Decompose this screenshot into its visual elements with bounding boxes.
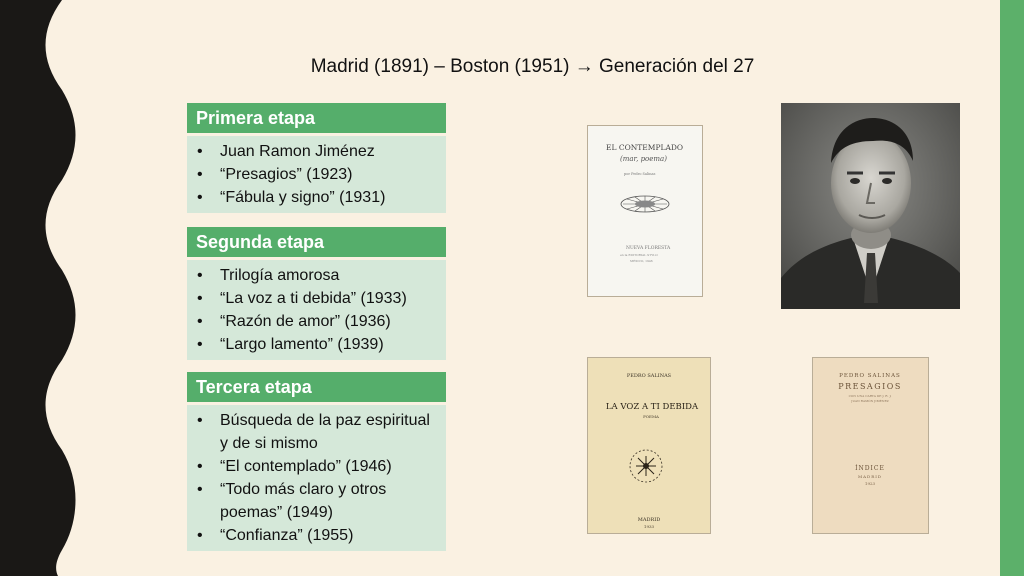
book-title: LA VOZ A TI DEBIDA <box>605 402 699 412</box>
decorative-band <box>0 0 80 576</box>
list-item: • “Confianza” (1955) <box>195 524 440 547</box>
section-heading: Primera etapa <box>187 103 446 133</box>
shell-emblem-icon <box>621 196 669 212</box>
book-city: MADRID <box>637 517 661 523</box>
author-portrait <box>781 103 960 309</box>
bullet: • <box>197 412 203 429</box>
portrait-image <box>781 103 960 309</box>
list-item: • “Largo lamento” (1939) <box>195 333 440 356</box>
book-title: PRESAGIOS <box>838 382 902 391</box>
section-segunda-etapa <box>187 227 446 360</box>
book-author: PEDRO SALINAS <box>626 373 672 379</box>
section-primera-etapa <box>187 103 446 213</box>
bullet: • <box>197 189 203 206</box>
book-subtitle: (mar, poema) <box>620 155 667 163</box>
slide-title: Madrid (1891) – Boston (1951) → Generación del 27 <box>310 56 755 77</box>
book-title: EL CONTEMPLADO <box>606 143 684 152</box>
section-tercera-etapa <box>187 372 446 551</box>
book-dedication: CON UNA CARTA DE J. R. J. <box>848 394 892 398</box>
book-year: 1923 <box>864 481 876 486</box>
list-item: • Búsqueda de la paz espiritual y de si mismo <box>195 409 440 455</box>
bullet: • <box>197 166 203 183</box>
list-item: • “Todo más claro y otros poemas” (1949) <box>195 478 440 524</box>
book-publisher: en la EDITORIAL STYLO <box>620 253 658 257</box>
list-item: • “Presagios” (1923) <box>195 163 440 186</box>
bullet: • <box>197 313 203 330</box>
book-cover-art <box>813 358 928 533</box>
book-city: MÉXICO, 1946 <box>630 259 653 263</box>
book-author: PEDRO SALINAS <box>839 373 901 379</box>
list-item: • Trilogía amorosa <box>195 264 440 287</box>
book-city: MADRID <box>858 474 882 479</box>
section-body <box>187 260 446 360</box>
book-cover-art <box>588 358 710 533</box>
section-heading: Segunda etapa <box>187 227 446 257</box>
book-cover-art <box>588 126 702 296</box>
bullet: • <box>197 527 203 544</box>
book-cover-el-contemplado <box>587 125 703 297</box>
emblem-icon <box>630 450 662 482</box>
list-item: • “Razón de amor” (1936) <box>195 310 440 333</box>
book-cover-la-voz-a-ti-debida <box>587 357 711 534</box>
accent-stripe <box>1000 0 1024 576</box>
bullet: • <box>197 481 203 498</box>
book-year: 1933 <box>643 524 655 529</box>
list-item: • “El contemplado” (1946) <box>195 455 440 478</box>
book-genre: POEMA <box>643 414 659 419</box>
bullet: • <box>197 267 203 284</box>
list-item: • “La voz a ti debida” (1933) <box>195 287 440 310</box>
section-heading: Tercera etapa <box>187 372 446 402</box>
bullet: • <box>197 143 203 160</box>
section-body <box>187 405 446 551</box>
section-body <box>187 136 446 213</box>
book-author: por Pedro Salinas <box>624 172 656 176</box>
bullet: • <box>197 458 203 475</box>
book-collection: NUEVA FLORESTA <box>626 246 671 251</box>
book-cover-presagios <box>812 357 929 534</box>
book-publisher: ÍNDICE <box>855 465 885 472</box>
bullet: • <box>197 290 203 307</box>
list-item: • “Fábula y signo” (1931) <box>195 186 440 209</box>
list-item: • Juan Ramon Jiménez <box>195 140 440 163</box>
book-dedication2: JUAN RAMÓN JIMÉNEZ <box>851 399 889 403</box>
bullet: • <box>197 336 203 353</box>
